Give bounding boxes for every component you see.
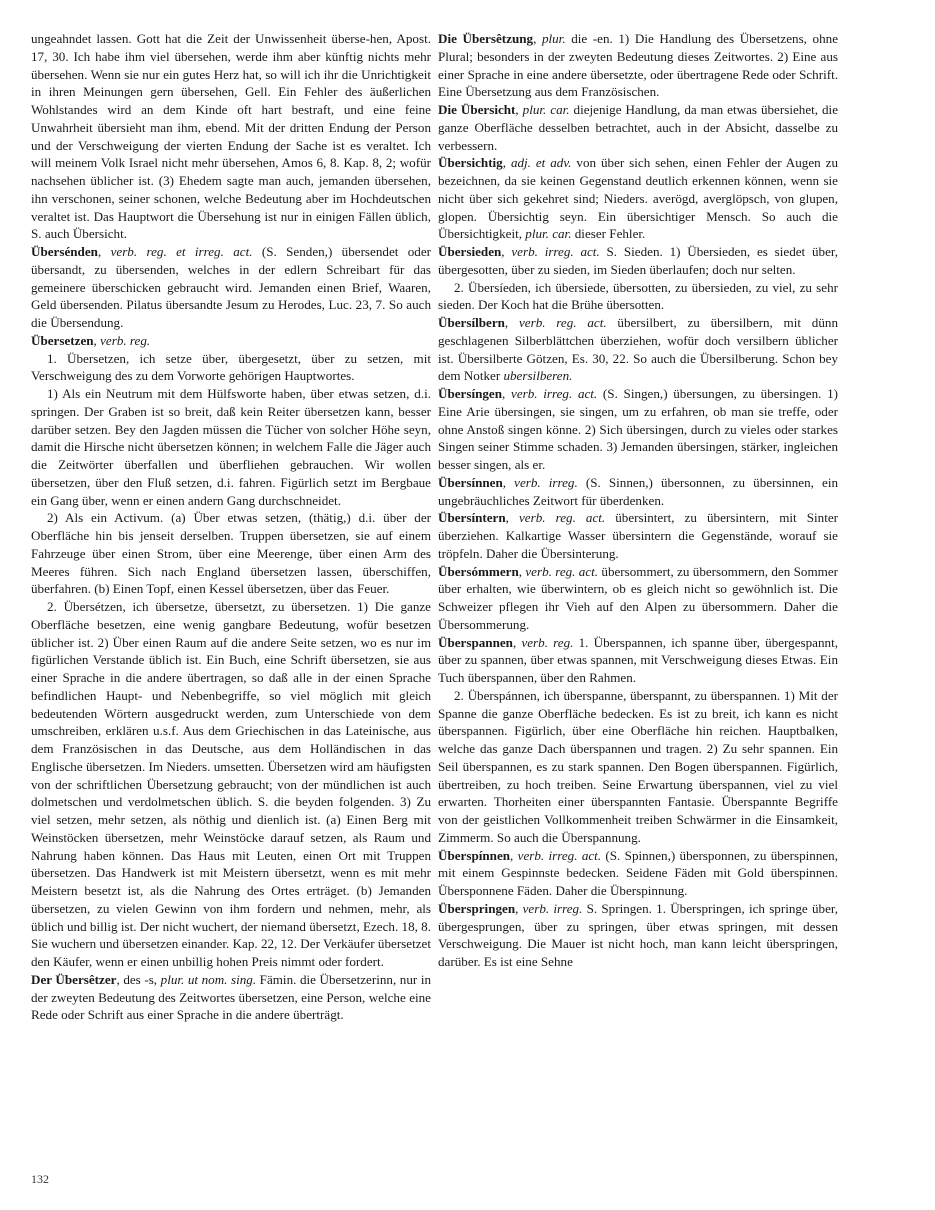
dictionary-entry: [438, 847, 838, 900]
entry-headword: Übersetzen: [31, 332, 94, 348]
entry-text: (S. Singen,) übersungen, zu übersingen. 1) Eine Arie übersingen, sie singen, um zu erfahren, ob man sie treffe, oder ohne Anstoß singen könne. 2) Sich übersingen, durch zu vieles oder starkes Singen seiner Stimme schaden. 3) Jemanden übersingen, stärker, ingleichen besser singen, als er.: [438, 386, 838, 472]
entry-text: 2. Überspánnen, ich überspanne, überspannt, zu überspannen. 1) Mit der Spanne die ganze Oberfläche bedecken. Es ist zu breit, ich kann es nicht überspannen. Figürlich, über eine Oberfläche hin reichen. Hauptbalken, welche das ganze Dach überspannen und tragen. 2) Zu sehr spannen. Ein Seil überspannen, es zu stark spannen. Den Bogen überspannen. Figürlich, übertreiben, zu hoch treiben. Seine Erwartung überspannen, viel zu viel erwarten. Thorheiten einer überspannten Fantasie. Überspannte Begriffe von der geistlichen Vollkommenheit treiben Schwärmer in die Einsamkeit, Zimmerm. So auch die Überspannung.: [438, 687, 838, 845]
dictionary-entry: [438, 900, 838, 971]
entry-text: ,: [97, 244, 111, 259]
dictionary-entry: [438, 154, 838, 243]
right-column: [438, 30, 838, 971]
dictionary-entry: [438, 563, 838, 634]
entry-text: (S. Sinnen,) übersonnen, zu übersinnen, ein ungebräuchliches Zeitwort für überdenken.: [438, 474, 838, 508]
left-column: [31, 30, 431, 1024]
grammar-note: verb. reg. act.: [518, 315, 607, 330]
dictionary-entry: [438, 101, 838, 154]
grammar-note: plur. car.: [522, 102, 570, 117]
entry-text: ,: [93, 332, 101, 348]
dictionary-entry: [438, 687, 838, 847]
grammar-note: adj. et adv.: [510, 155, 572, 171]
entry-text: ,: [502, 155, 511, 171]
entry-text: übersilbert, zu übersilbern, mit dünn geschlagenen Silberblättchen überziehen, wofür doch versilbern üblicher ist. Übersilberte Götzen, Es. 30, 22. So auch die Übersilberung. Schon bey dem Notker: [438, 315, 838, 384]
entry-text: ,: [515, 900, 523, 916]
dictionary-entry: [438, 474, 838, 510]
entry-text: ,: [502, 386, 512, 401]
entry-text: dieser Fehler.: [571, 226, 646, 242]
entry-headword: Übersíngen: [438, 386, 503, 401]
entry-text: 1. Überspannen, ich spanne über, übergespannt, über zu spannen, über etwas spannen, mit Verschweigung dieses Etwas. Ein Tuch überspannen, über den Rahmen.: [438, 634, 838, 685]
page-number: 132: [31, 1172, 49, 1186]
dictionary-entry: [438, 314, 838, 385]
entry-headword: Die Übersicht: [438, 102, 516, 117]
entry-text: übersommert, zu übersommern, den Sommer über erhalten, wie überwintern, ob es gleich nicht so gewöhnlich ist. Die Schweizer pflegen ihr Vieh auf den Alpen zu übersommern. Daher die Übersommerung.: [438, 563, 838, 632]
entry-headword: Übersílbern: [438, 315, 505, 330]
entry-headword: Übersínnen: [438, 474, 503, 490]
entry-text: (S. Spinnen,) übersponnen, zu überspinnen, mit einem Gespinnste bedecken. Seidene Fäden mit Gold überspinnen. Übersponnene Fäden. Daher die Überspinnung.: [438, 847, 838, 898]
entry-headword: Überspínnen: [438, 847, 511, 863]
dictionary-entry: [31, 598, 431, 971]
entry-headword: Übersieden: [438, 244, 502, 259]
grammar-note: verb. reg. act.: [525, 563, 599, 579]
dictionary-entry: [438, 634, 838, 687]
grammar-note: verb. reg.: [100, 332, 151, 348]
dictionary-entry: [438, 243, 838, 279]
entry-text: 2. Übersíeden, ich übersiede, übersotten, zu übersieden, zu viel, zu sehr sieden. Der Koch hat die Brühe übersotten.: [438, 279, 838, 313]
dictionary-entry: [438, 509, 838, 562]
entry-text: S. Sieden. 1) Übersieden, es siedet über, übergesotten, über zu sieden, im Sieden überlaufen; doch nur selten.: [438, 244, 838, 277]
entry-text: diejenige Handlung, da man etwas übersiehet, die ganze Oberfläche desselben betrachtet, auch in der Absicht, dasselbe zu verbessern.: [438, 102, 839, 153]
dictionary-entry: [31, 30, 431, 243]
dictionary-entry: [31, 509, 431, 598]
entry-text: ,: [515, 102, 523, 117]
dictionary-entry: [31, 385, 431, 509]
entry-text: die -en. 1) Die Handlung des Übersetzens, ohne Plural; besonders in der zweyten Bedeutung dieses Zeitwortes. 2) Eine aus einer Sprache in eine andere übersetzte, oder übertragene Rede oder Schrift. Eine Übersetzung aus dem Französischen.: [438, 31, 838, 100]
entry-text: ,: [505, 510, 519, 526]
entry-text: ,: [502, 474, 515, 490]
entry-text: ,: [512, 634, 522, 650]
grammar-note: verb. reg.: [521, 634, 574, 650]
entry-text: Fämin. die Übersetzerinn, nur in der zweyten Bedeutung des Zeitwortes übersetzen, eine Person, welche eine Rede oder Schrift aus einer Sprache in die andere überträgt.: [31, 971, 431, 1023]
entry-text: , des -s,: [116, 971, 161, 987]
entry-text: ,: [501, 244, 512, 259]
dictionary-entry: [438, 30, 838, 101]
dictionary-entry: [438, 385, 838, 474]
entry-headword: Der Übersêtzer: [31, 971, 117, 987]
entry-text: ungeahndet lassen. Gott hat die Zeit der Unwissenheit überse-hen, Apost. 17, 30. Ich habe ihm viel übersehen, werde ihm aber künftig nichts mehr übersehen. Wenn sie nur ein gutes Herz hat, so will ich ihr die Unrichtigkeit in ihren Meinungen gern übersehen, Gell. Ein Fehler des äußerlichen Wohlstandes wird an dem Kinde oft hart bestraft, und eine feine Unwahrheit übersieht man ihm, ebend. Mit der dritten Endung der Person und der Verschweigung der vierten Endung der Sache ist es veraltet. Ich will meinem Volk Israel nicht mehr übersehen, Amos 6, 8. Kap. 8, 2; wofür nachsehen üblicher ist. (3) Ehedem sagte man auch, jemanden übersehen, ihn verschonen, seiner schonen, welche Bedeutung aber im Hochdeutschen veraltet ist. Das Hauptwort die Übersehung ist nur in einigen Fällen üblich, S. auch Übersicht.: [31, 31, 431, 242]
dictionary-entry: [31, 971, 431, 1024]
grammar-note: verb. reg. et irreg. act.: [110, 244, 253, 259]
dictionary-entry: [438, 279, 838, 315]
grammar-note: plur.: [541, 31, 566, 46]
entry-text: S. Springen. 1. Überspringen, ich springe über, übergesprungen, über zu springen, über etwas springen, mit dessen Verschweigung. Die Mauer ist nicht hoch, man kann leicht überspringen, darüber. Es ist eine Sehne: [438, 900, 838, 969]
entry-text: übersintert, zu übersintern, mit Sinter überziehen. Kalkartige Wasser übersintern die Gegenstände, worauf sie tröpfeln. Daher die Übersinterung.: [438, 510, 839, 561]
grammar-note: plur. car.: [525, 226, 572, 242]
grammar-note: ubersilberen.: [503, 368, 573, 384]
entry-headword: Überspannen: [438, 634, 513, 650]
grammar-note: plur. ut nom. sing.: [160, 971, 257, 987]
entry-text: 1) Als ein Neutrum mit dem Hülfsworte haben, über etwas setzen, d.i. springen. Der Graben ist so breit, daß kein Reiter übersetzen kann, besser darüber setzen. Bey den Jagden müssen die Tücher von solcher Höhe seyn, damit die Hirsche nicht übersetzen können; in welchem Falle die Jäger auch die Zeitwörter überfallen und überfliehen gebrauchen. Wir wollen übersetzen, über den Fluß setzen, d.i. fahren. Figürlich setzt im Bergbaue ein Gang über, wenn er einen andern Gang durchschneidet.: [31, 386, 431, 508]
entry-headword: Übersíntern: [438, 510, 506, 526]
entry-text: ,: [518, 563, 526, 579]
grammar-note: verb. irreg.: [522, 900, 583, 916]
grammar-note: verb. irreg.: [514, 474, 578, 490]
grammar-note: verb. irreg. act.: [517, 847, 602, 863]
entry-headword: Übersómmern: [438, 563, 519, 579]
entry-text: ,: [533, 31, 542, 46]
grammar-note: verb. reg. act.: [519, 510, 606, 526]
dictionary-entry: [31, 332, 431, 350]
entry-text: von über sich sehen, einen Fehler der Augen zu bezeichnen, da sie keinen Gegenstand deutlich erkennen können, wenn sie nicht über sich gekehret sind; Nieders. averögd, averglöpsch, von glupen, glopen. Übersichtig seyn. Ein übersichtiger Mensch. So auch die Übersichtigkeit,: [438, 155, 838, 242]
entry-headword: Übersénden: [31, 244, 98, 259]
entry-headword: Überspringen: [438, 900, 516, 916]
entry-text: 2. Übersétzen, ich übersetze, übersetzt, zu übersetzen. 1) Die ganze Oberfläche besetzen, eine wenig gangbare Bedeutung, wofür besetzen üblicher ist. 2) Über einen Raum auf die andere Seite setzen, wo es nur im figürlichen Verstande üblich ist. Ein Buch, eine Schrift übersetzen, sie aus einer Sprache in die andere übertragen, so daß alle in der einen Sprache befindlichen Haupt- und Nebenbegriffe, so viel möglich mit gleich bedeutenden Wörtern ausgedruckt werden, zum Unterschiede von dem umschreiben, erklären u.s.f. Aus dem Griechischen in das Lateinische, aus dem Französischen in das Deutsche, aus dem Holländischen in das Englische übersetzen. Im Nieders. umsetten. Übersetzen wird am häufigsten von der schriftlichen Übersetzung gebraucht; von der mündlichen ist auch dolmetschen und verdolmetschen üblich. S. die beyden folgenden. 3) Zu viel setzen, mehr setzen, als nöthig und dienlich ist. (a) Einen Berg mit Weinstöcken übersetzen, mehr Weinstöcke darauf setzen, als Raum und Nahrung haben können. Das Haus mit Leuten, einen Ort mit Truppen übersetzen. Das Handwerk ist mit Meistern übersetzt, wenn es mit mehr Meistern besetzt ist, als die Nahrung des Ortes erträget. (b) Jemanden übersetzen, zu vielen Gewinn von ihm fordern und nehmen, mehr, als üblich und billig ist. Der nicht wuchert, der niemand übersetzt, Ezech. 18, 8. Sie wuchern und übersetzen einander. Kap. 22, 12. Der Verkäufer übersetzet den Käufer, wenn er einen unbillig hohen Preis nimmt oder fordert.: [31, 599, 431, 969]
entry-text: (S. Senden,) übersendet oder übersandt, zu übersenden, welches in der edlern Schreibart für das gemeinere überschicken gebraucht wird. Jemanden einen Brief, Waaren, Geld übersenden. Pilatus übersandte Jesum zu Herodes, Luc. 23, 7. So auch die Übersendung.: [31, 244, 432, 330]
entry-text: 1. Übersetzen, ich setze über, übergesetzt, über zu setzen, mit Verschweigung des zu dem Vorworte gehörigen Hauptwortes.: [31, 350, 431, 384]
entry-text: 2) Als ein Activum. (a) Über etwas setzen, (thätig,) d.i. über der Oberfläche hin bis jenseit derselben. Truppen übersetzen, sie auf einem Fahrzeuge über einen Strom, über eine Meerenge, über einen Arm des Meeres führen. Sich nach England übersetzen lassen, überschiffen, überfahren. (b) Einen Topf, einen Kessel übersetzen, über das Feuer.: [31, 510, 431, 597]
entry-text: ,: [510, 847, 518, 863]
dictionary-entry: [31, 350, 431, 386]
entry-headword: Die Übersêtzung: [438, 31, 534, 46]
grammar-note: verb. irreg. act.: [511, 244, 600, 259]
entry-headword: Übersichtig: [438, 155, 503, 171]
dictionary-entry: [31, 243, 431, 332]
entry-text: ,: [504, 315, 519, 330]
grammar-note: verb. irreg. act.: [511, 386, 598, 401]
